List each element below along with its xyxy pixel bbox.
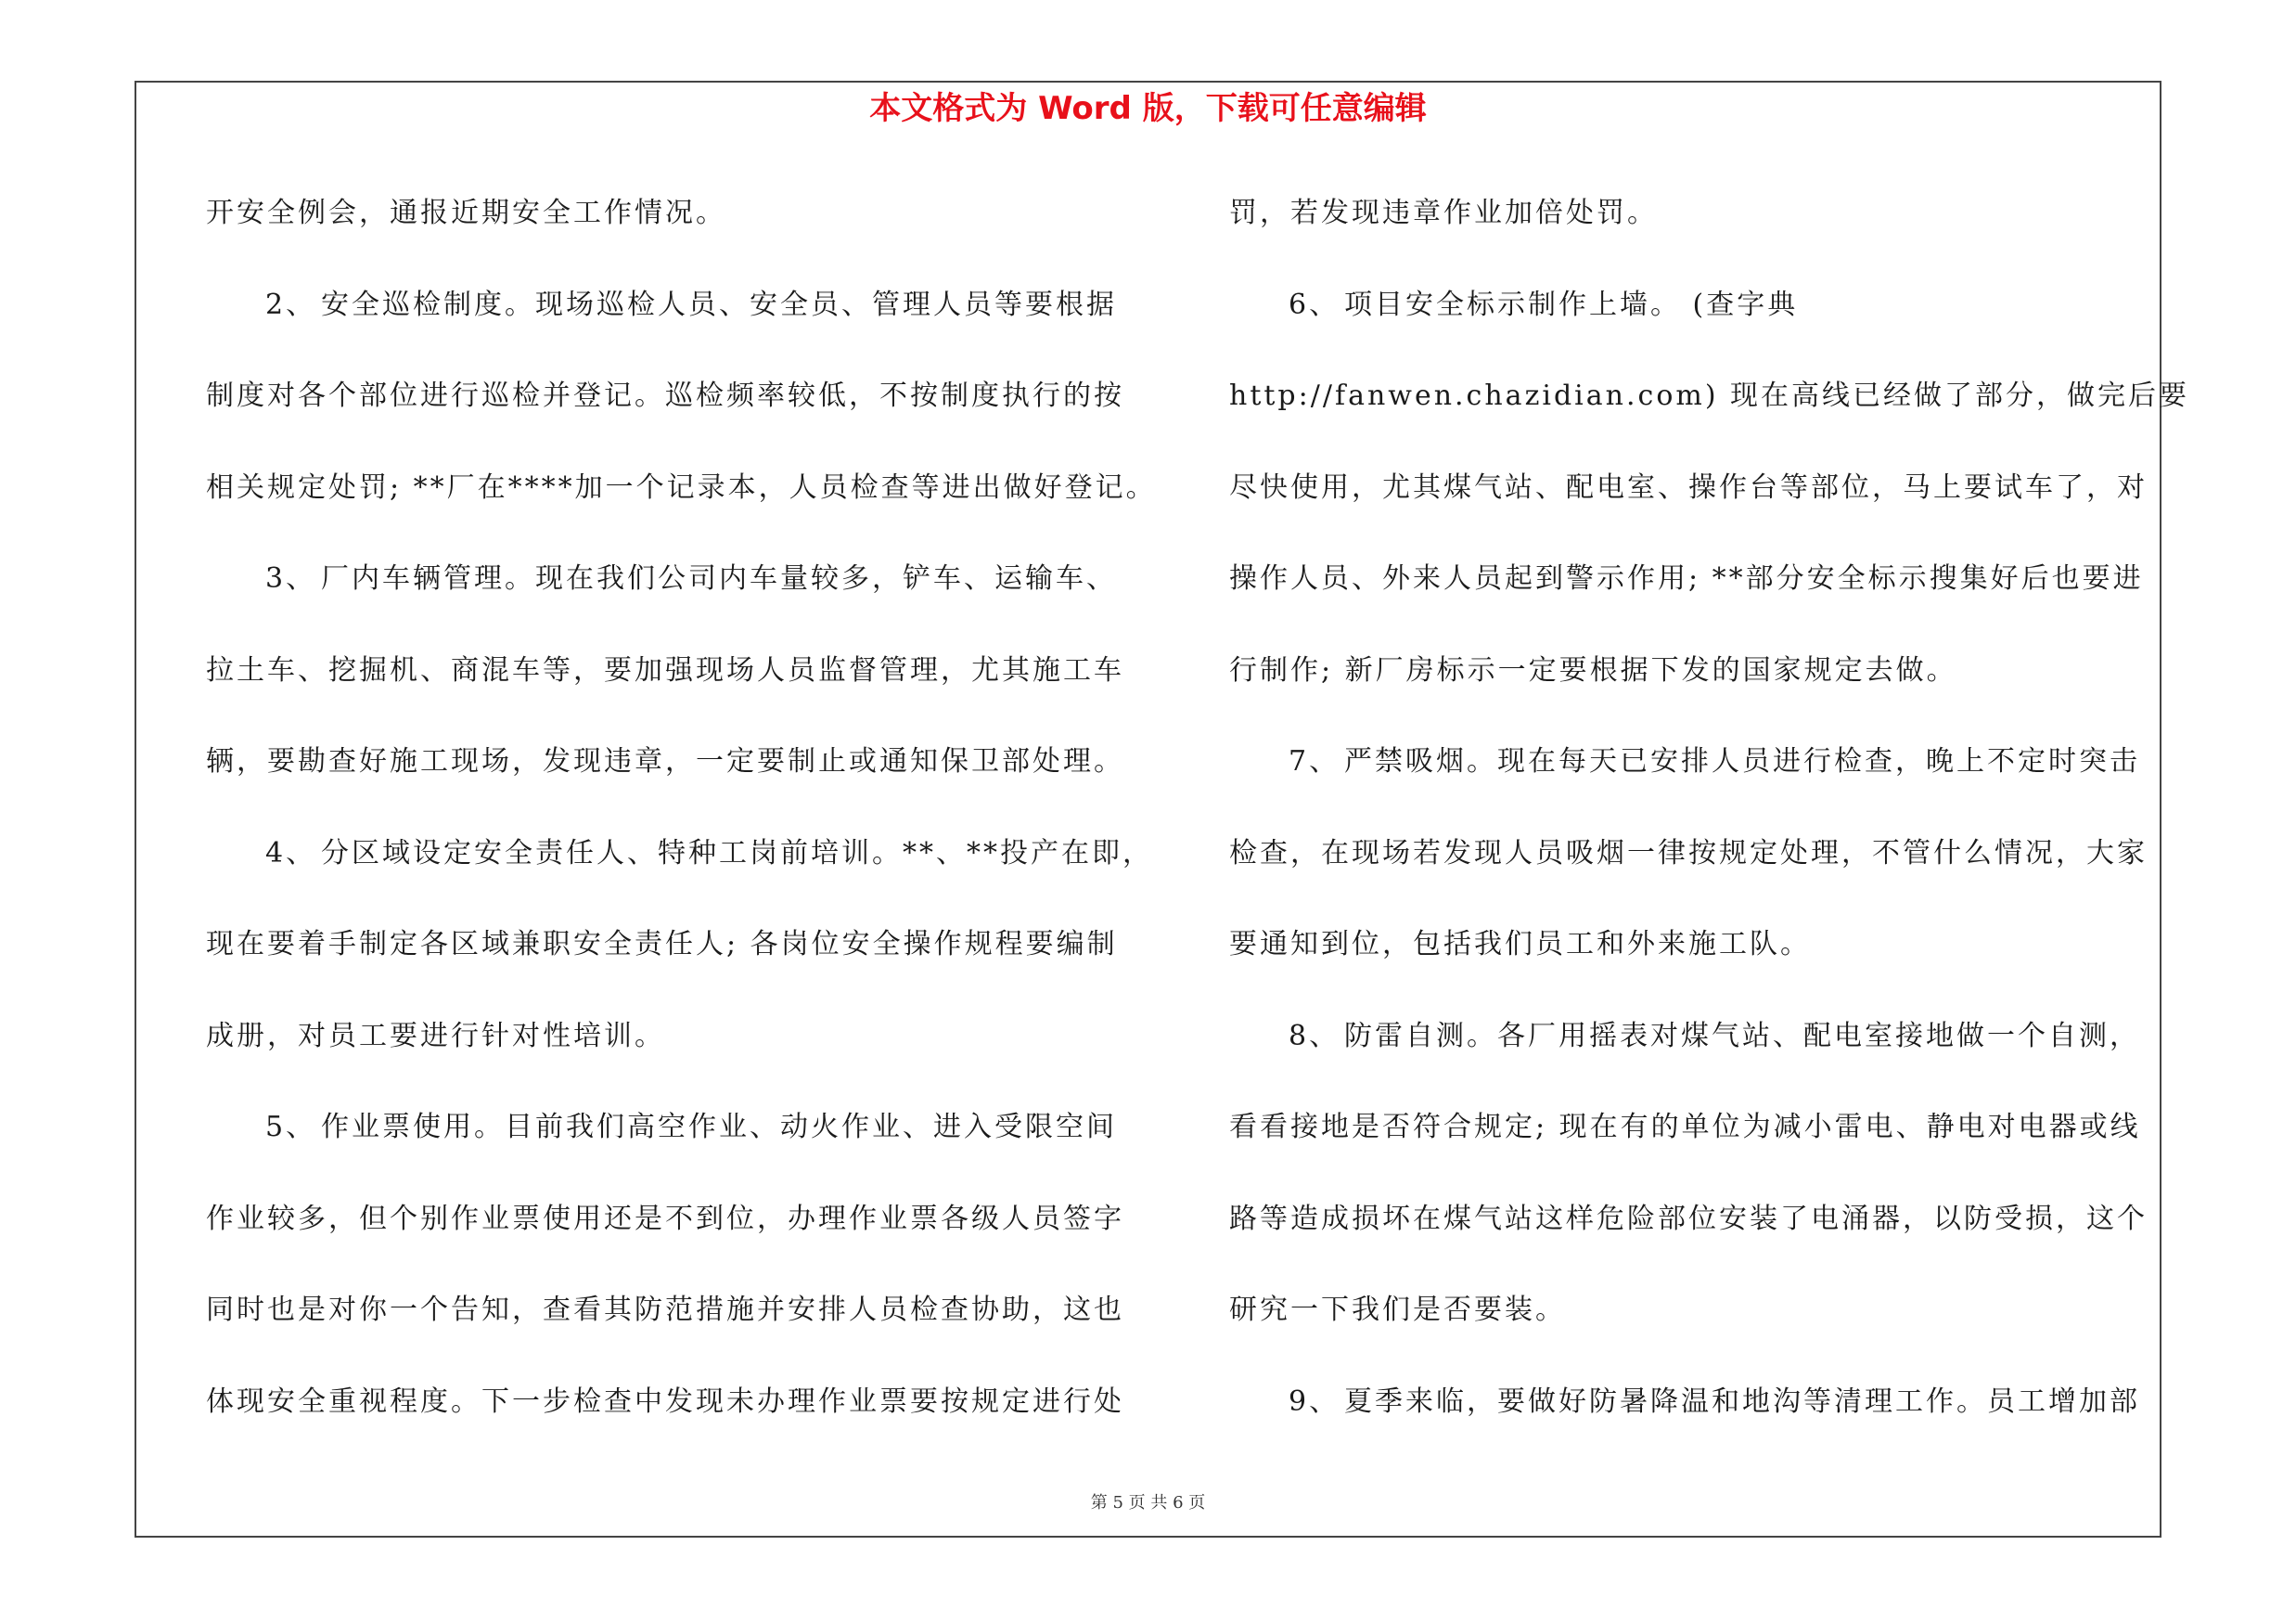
left-line-3 [206, 366, 1161, 457]
left-line-13 [206, 1280, 1161, 1372]
right-line-3 [1229, 366, 2190, 457]
right-line-7 [1229, 731, 2166, 823]
item-number: 5、 [265, 1111, 317, 1143]
left-line-8 [206, 823, 1161, 915]
right-line-12 [1229, 1189, 2166, 1281]
right-line-8 [1229, 823, 2166, 915]
left-line-6 [206, 640, 1161, 732]
text: 严禁吸烟。现在每天已安排人员进行检查，晚上不定时突击 [1344, 745, 2140, 778]
item-number: 8、 [1289, 1019, 1340, 1052]
left-line-5 [206, 548, 1161, 640]
text: 看看接地是否符合规定; 现在有的单位为减小雷电、静电对电器或线 [1229, 1111, 2141, 1143]
text: 厂内车辆管理。现在我们公司内车量较多，铲车、运输车、 [321, 562, 1117, 595]
text: 研究一下我们是否要装。 [1229, 1294, 1566, 1326]
text: 辆，要勘查好施工现场，发现违章，一定要制止或通知保卫部处理。 [206, 745, 1124, 778]
right-line-14 [1229, 1372, 2166, 1463]
text: 制度对各个部位进行巡检并登记。巡检频率较低，不按制度执行的按 [206, 380, 1124, 412]
item-number: 4、 [265, 836, 317, 869]
word-format-banner: 本文格式为 Word 版，下载可任意编辑 [869, 90, 1427, 127]
page-number-footer: 第 5 页 共 6 页 [1090, 1493, 1206, 1513]
text: 开安全例会，通报近期安全工作情况。 [206, 197, 726, 229]
right-line-10 [1229, 1006, 2166, 1098]
right-line-9 [1229, 914, 2166, 1006]
text: 作业票使用。目前我们高空作业、动火作业、进入受限空间 [321, 1111, 1117, 1143]
text: 安全巡检制度。现场巡检人员、安全员、管理人员等要根据 [321, 288, 1117, 321]
left-text-column [206, 183, 1161, 1462]
right-line-13 [1229, 1280, 2166, 1372]
text: 罚，若发现违章作业加倍处罚。 [1229, 197, 1658, 229]
left-line-14 [206, 1372, 1161, 1463]
text: 行制作; 新厂房标示一定要根据下发的国家规定去做。 [1229, 653, 1957, 687]
right-line-11 [1229, 1097, 2166, 1189]
text: 检查，在现场若发现人员吸烟一律按规定处理，不管什么情况，大家 [1229, 836, 2148, 869]
text: 尽快使用，尤其煤气站、配电室、操作台等部位，马上要试车了，对 [1229, 470, 2148, 504]
text: http://fanwen.chazidian.com) 现在高线已经做了部分，做完后要 [1229, 380, 2190, 412]
left-line-9 [206, 914, 1161, 1006]
left-line-10 [206, 1006, 1161, 1098]
item-number: 3、 [265, 562, 317, 595]
text: 防雷自测。各厂用摇表对煤气站、配电室接地做一个自测， [1344, 1019, 2140, 1052]
text: 要通知到位，包括我们员工和外来施工队。 [1229, 928, 1811, 960]
right-line-5 [1229, 548, 2166, 640]
text: 操作人员、外来人员起到警示作用; **部分安全标示搜集好后也要进 [1229, 562, 2144, 595]
text: 分区域设定安全责任人、特种工岗前培训。**、**投产在即， [321, 836, 1153, 869]
right-line-4 [1229, 457, 2166, 549]
text: 拉土车、挖掘机、商混车等，要加强现场人员监督管理，尤其施工车 [206, 653, 1124, 687]
item-number: 2、 [265, 288, 317, 321]
left-line-11 [206, 1097, 1161, 1189]
left-line-2 [206, 275, 1161, 367]
text: 项目安全标示制作上墙。 (查字典 [1344, 288, 1799, 321]
right-text-column [1229, 183, 2190, 1462]
left-line-12 [206, 1189, 1161, 1281]
left-line-7 [206, 731, 1161, 823]
item-number: 9、 [1289, 1385, 1340, 1418]
text: 体现安全重视程度。下一步检查中发现未办理作业票要按规定进行处 [206, 1385, 1124, 1418]
item-number: 6、 [1289, 288, 1340, 321]
item-number: 7、 [1289, 745, 1340, 778]
text: 同时也是对你一个告知，查看其防范措施并安排人员检查协助，这也 [206, 1294, 1124, 1326]
text: 作业较多，但个别作业票使用还是不到位，办理作业票各级人员签字 [206, 1202, 1124, 1235]
text: 路等造成损坏在煤气站这样危险部位安装了电涌器，以防受损，这个 [1229, 1202, 2148, 1235]
text: 夏季来临，要做好防暑降温和地沟等清理工作。员工增加部 [1344, 1385, 2140, 1418]
left-line-1 [206, 183, 1161, 275]
right-line-2 [1229, 275, 2166, 367]
right-line-6 [1229, 640, 2166, 732]
left-line-4 [206, 457, 1161, 549]
text: 现在要着手制定各区域兼职安全责任人; 各岗位安全操作规程要编制 [206, 928, 1118, 960]
right-line-1 [1229, 183, 2166, 275]
text: 成册，对员工要进行针对性培训。 [206, 1019, 665, 1052]
text: 相关规定处罚; **厂在****加一个记录本，人员检查等进出做好登记。 [206, 470, 1157, 504]
